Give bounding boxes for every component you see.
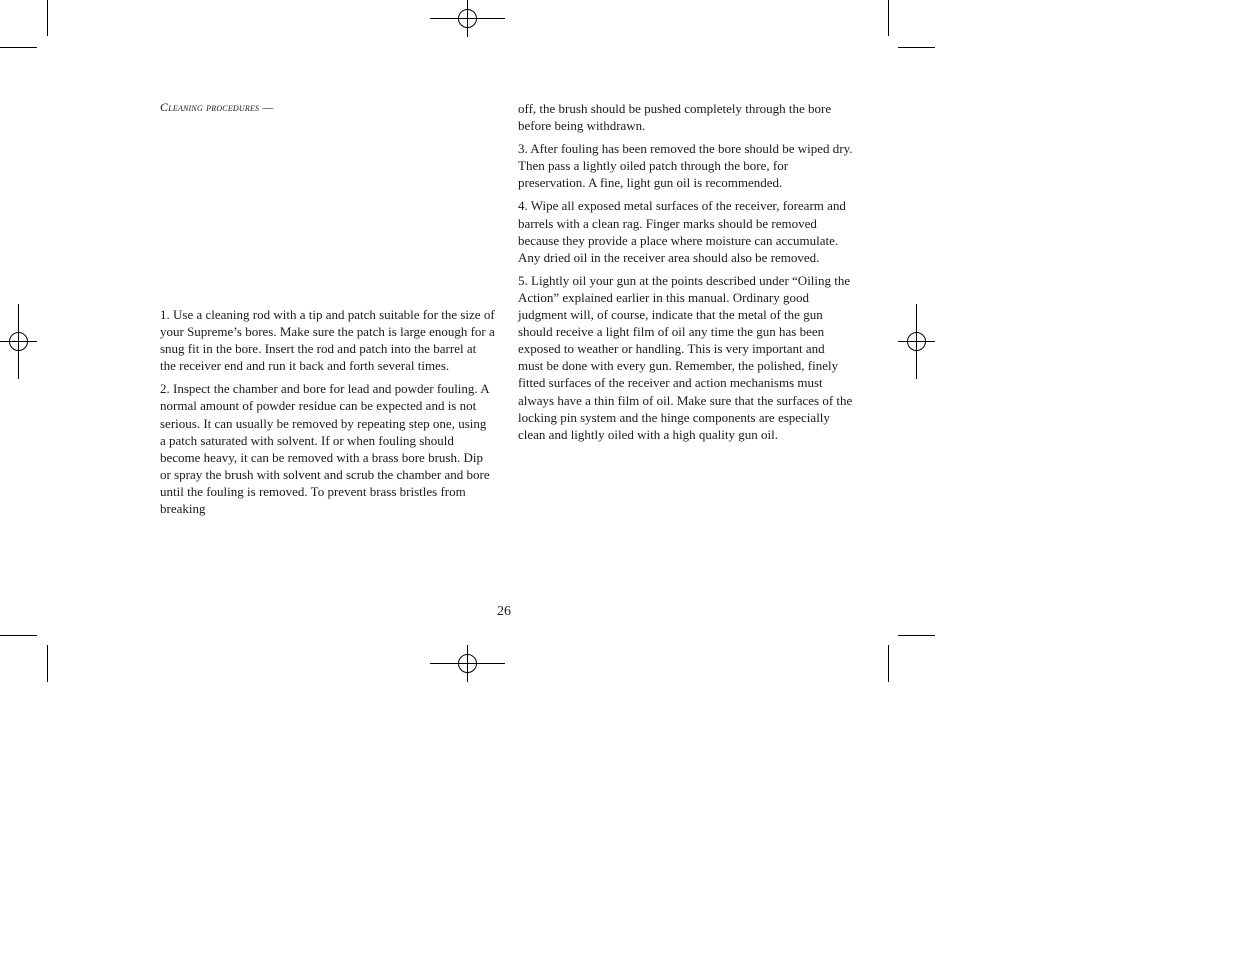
registration-target-top (430, 0, 505, 37)
left-column (160, 306, 495, 523)
step-3-paragraph: 3. After fouling has been removed the bore should be wiped dry. Then pass a lightly oiled patch through the bore, for preservation. A fine, light gun oil is recommended. (518, 141, 853, 191)
step-2-paragraph: 2. Inspect the chamber and bore for lead and powder fouling. A normal amount of powder residue can be expected and is not serious. It can usually be removed by repeating step one, using a patch saturated with solvent. If or when fouling should become heavy, it can be removed with a brass bore brush. Dip or spray the brush with solvent and scrub the chamber and bore until the fouling is removed. To prevent brass bristles from breaking (160, 381, 490, 517)
page-number: 26 (497, 604, 511, 619)
registration-target-right (898, 304, 935, 379)
section-heading: Cleaning procedures — (160, 100, 274, 114)
right-column (518, 100, 853, 449)
step-2-continued-paragraph: off, the brush should be pushed completely through the bore before being withdrawn. (518, 101, 832, 134)
step-1-paragraph: 1. Use a cleaning rod with a tip and patch suitable for the size of your Supreme’s bores. Make sure the patch is large enough for a snug fit in the bore. Insert the rod and patch into the barrel at the receiver end and run it back and forth several times. (160, 307, 495, 374)
registration-target-left (0, 304, 37, 379)
registration-target-bottom (430, 645, 505, 682)
step-4-paragraph: 4. Wipe all exposed metal surfaces of the receiver, forearm and barrels with a clean rag. Finger marks should be removed because they provide a place where moisture can accumulate. Any dried oil in the receiver area should also be removed. (518, 198, 846, 265)
step-5-paragraph: 5. Lightly oil your gun at the points described under “Oiling the Action” explained earlier in this manual. Ordinary good judgment will, of course, indicate that the metal of the gun should receive a light film of oil any time the gun has been exposed to weather or handling. This is very important and must be done with every gun. Remember, the polished, finely fitted surfaces of the receiver and action mechanisms must always have a thin film of oil. Make sure that the surfaces of the locking pin system and the hinge components are especially clean and lightly oiled with a high quality gun oil. (518, 272, 853, 442)
